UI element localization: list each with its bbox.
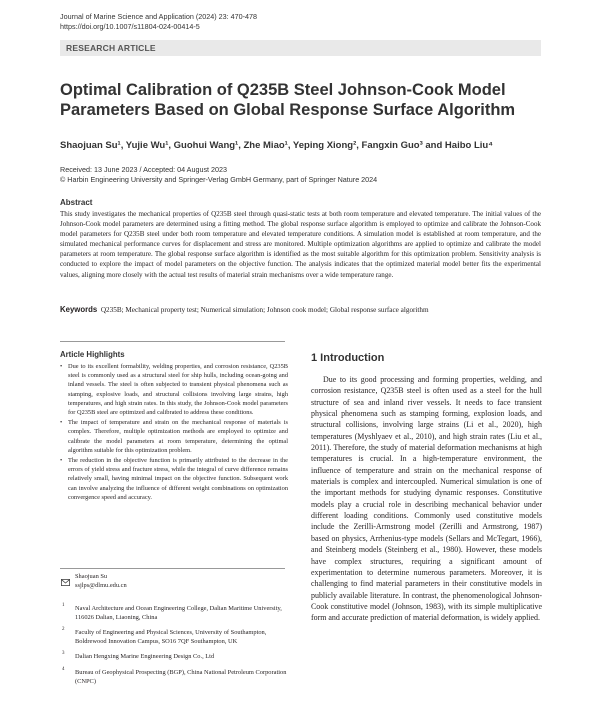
journal-doi-link[interactable]: https://doi.org/10.1007/s11804-024-00414-5 (60, 22, 200, 31)
corresponding-author-name: Shaojuan Su (75, 573, 108, 580)
introduction-text: Due to its good processing and forming properties, welding, and corrosion resistance, Q235B steel is often used as a steel for the hull structure of sea and inland river vessels. It needs to face transient physical phenomena such as stamping forming, explosion loads, and structural collisions, involving large strains (Li et al., 2020), high temperatures (Myshlyaev et al., 2010), and high strain rates (Liu et al., 2011). Therefore, the study of material deformation mechanisms at high temperatures is crucial. In a high-temperature environment, the influence of temperature and strain on the mechanical response of materials is complex and intercoupled. Numerical simulation is one of the important methods for studying dynamic responses. Constitutive models play a crucial role in describing mechanical behavior under different loading conditions. Commonly used constitutive models include the Zerilli-Armstrong model (Zerilli and Armstrong, 1987) based on physics, Arrhenius-type models (Sellars and McTegart, 1966), and Steinberg models (Steinberg et al., 1980). However, these models have complex structures, requiring a significant amount of experimentation to determine numerous parameters. Moreover, it is challenging to find material parameters in their constitutive models in publicly available literature. In contrast, the phenomenological Johnson-Cook constitutive model (Johnson, 1983), with its simple multiplicative form and accurate prediction of material deformation, is widely applied. (311, 375, 542, 623)
affiliation-text: Naval Architecture and Ocean Engineering College, Dalian Maritime University, 116026 Dalian, Liaoning, China (75, 605, 282, 621)
affiliation-number: 1 (62, 603, 65, 608)
paper-title: Optimal Calibration of Q235B Steel Johnson-Cook Model Parameters Based on Global Response Surface Algorithm (60, 81, 516, 119)
author-list: Shaojuan Su¹, Yujie Wu¹, Guohui Wang¹, Zhe Miao¹, Yeping Xiong², Fangxin Guo³ and Haibo Liu⁴ (60, 140, 493, 151)
keywords-text: Q235B; Mechanical property test; Numerical simulation; Johnson cook model; Global response surface algorithm (100, 306, 429, 314)
highlight-item: • Due to its excellent formability, welding properties, and corrosion resistance, Q235B steel is commonly used as a structural steel for ship hulls, including ocean-going and inland vessels. The steel is often subjected to transient physical phenomena such as stamping, explosive loads, and structural collisions involving large strains, high temperatures, and high strain rates. In this study, the Johnson-Cook model parameters for Q235B steel are optimized and calibrated to address these conditions. (60, 363, 288, 417)
highlight-item: • The reduction in the objective function is primarily attributed to the decrease in the errors of yield stress and fracture stress, while the integral of curve difference remains relatively small, having minimal impact on the objective function. Subsequent work can involve analyzing the influence of different weight combinations on optimization convergence speed and accuracy. (60, 457, 288, 501)
highlights-heading: Article Highlights (60, 350, 125, 359)
affiliation-text: Faculty of Engineering and Physical Sciences, University of Southampton, Boldrewood Innovation Campus, SO16 7QF Southampton, UK (75, 629, 267, 645)
journal-header (60, 12, 257, 32)
highlights-list (60, 362, 288, 503)
journal-citation: Journal of Marine Science and Application (2024) 23: 470-478 (60, 12, 257, 21)
copyright-line: © Harbin Engineering University and Springer-Verlag GmbH Germany, part of Springer Nature 2024 (60, 174, 378, 184)
affiliation-text: Dalian Hengxing Marine Engineering Design Co., Ltd (75, 653, 215, 660)
abstract-text: This study investigates the mechanical properties of Q235B steel through quasi-static tests at both room temperature and elevated temperature. The initial values of the Johnson-Cook model parameters are determined using a fitting method. The global response surface algorithm is employed to optimize and calibrate the Johnson-Cook model parameters for Q235B steel under both room temperature and elevated temperature conditions. A simulation model is established at room temperature, and the simulated mechanical performance curves for displacement and stress are monitored. Multiple optimization algorithms are applied to optimize and calibrate the model parameters at room temperature. The global response surface algorithm is identified as the most suitable algorithm for this optimization problem. Sensitivity analysis is conducted to explore the impact of model parameters on the objective function. The analysis indicates that the optimized material model better fits the experimental values, aligning more closely with the actual test results of material strain mechanisms over a wide temperature range. (60, 210, 541, 279)
envelope-icon (61, 573, 70, 591)
received-accepted: Received: 13 June 2023 / Accepted: 04 August 2023 (60, 165, 228, 174)
publication-dates (60, 165, 377, 184)
corresponding-author-email[interactable]: ssjlps@dlmu.edu.cn (75, 582, 127, 589)
affiliation-text: Bureau of Geophysical Prospecting (BGP), China National Petroleum Corporation (CNPC) (75, 669, 287, 685)
introduction-heading: 1 Introduction (311, 352, 385, 364)
affiliation-number: 4 (62, 667, 65, 672)
affiliation-number: 2 (62, 627, 65, 632)
corresponding-author (75, 572, 290, 590)
keywords-label: Keywords (60, 305, 98, 314)
highlights-top-rule (60, 341, 285, 342)
keywords (60, 305, 541, 314)
article-type-banner (60, 40, 541, 56)
abstract-heading: Abstract (60, 198, 93, 207)
highlights-bottom-rule (60, 568, 285, 569)
article-type-label: RESEARCH ARTICLE (66, 43, 156, 53)
affiliation-number: 3 (62, 651, 65, 656)
highlight-item: • The impact of temperature and strain on the mechanical response of materials is complex. Therefore, multiple optimization methods are employed to optimize and calibrate the model parameters at room temperature, determining the optimal algorithm suitable for this optimization problem. (60, 419, 288, 454)
